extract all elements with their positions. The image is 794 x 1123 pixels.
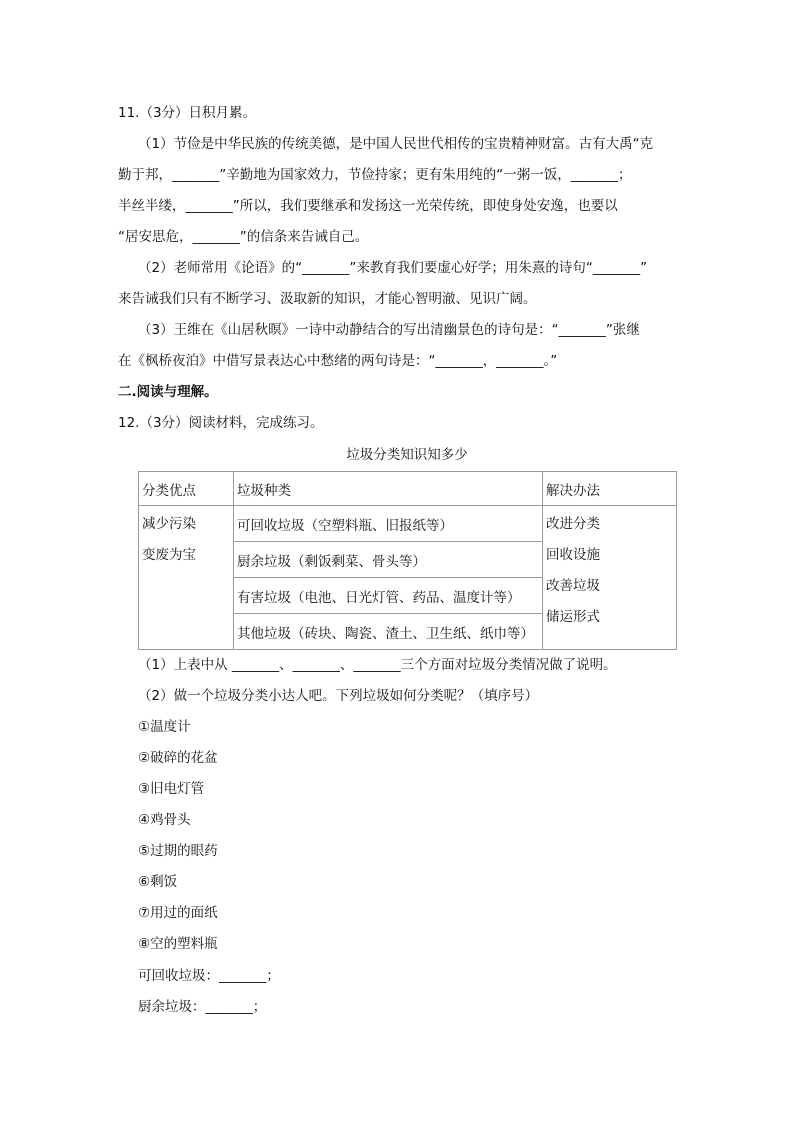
section-heading: 二.阅读与理解。 — [118, 384, 218, 400]
type-cell: 厨余垃圾（剩饭剩菜、骨头等） — [234, 542, 543, 578]
q11-p1-line4: “居安思危，_______”的信条来告诫自己。 — [118, 229, 369, 245]
header-type: 垃圾种类 — [234, 472, 543, 506]
list-item: ③旧电灯管 — [138, 781, 205, 797]
header-advantage: 分类优点 — [139, 472, 234, 506]
solution-cell — [543, 506, 677, 650]
table-row — [139, 506, 677, 542]
list-item: ②破碎的花盆 — [138, 750, 218, 766]
list-item: ⑦用过的面纸 — [138, 905, 218, 921]
q12-title: 12.（3分）阅读材料，完成练习。 — [118, 415, 324, 431]
q11-p1-line2: 勤于邦，_______”辛勤地为国家效力，节俭持家；更有朱用纯的“一粥一饭，_______； — [118, 167, 632, 183]
table-header-row — [139, 472, 677, 506]
q11-p2-line1: （2）老师常用《论语》的“_______”来教育我们要虚心好学；用朱熹的诗句“_______” — [138, 260, 648, 276]
q12-sub1: （1）上表中从 _______、_______、_______三个方面对垃圾分类情况做了说明。 — [138, 657, 617, 673]
solution-item: 储运形式 — [546, 609, 600, 625]
type-cell: 可回收垃圾（空塑料瓶、旧报纸等） — [234, 506, 543, 542]
answer-recyclable: 可回收垃圾：_______； — [138, 968, 280, 984]
q11-p3-line1: （3）王维在《山居秋暝》一诗中动静结合的写出清幽景色的诗句是：“_______”张继 — [138, 322, 640, 338]
q11-p3-line2: 在《枫桥夜泊》中借写景表达心中愁绪的两句诗是：“_______，_______。” — [118, 353, 558, 369]
q12-sub2: （2）做一个垃圾分类小达人吧。下列垃圾如何分类呢？（填序号） — [138, 688, 539, 704]
list-item: ⑤过期的眼药 — [138, 843, 218, 859]
header-solution: 解决办法 — [543, 472, 677, 506]
advantage-cell — [139, 506, 234, 650]
answer-kitchen: 厨余垃圾：_______； — [138, 999, 267, 1015]
type-cell: 有害垃圾（电池、日光灯管、药品、温度计等） — [234, 578, 543, 614]
solution-item: 回收设施 — [546, 547, 600, 563]
advantage-item: 减少污染 — [142, 516, 196, 532]
table-caption: 垃圾分类知识知多少 — [346, 447, 468, 463]
q11-p1-line3: 半丝半缕，_______”所以，我们要继承和发扬这一光荣传统，即使身处安逸，也要以 — [118, 198, 618, 214]
q11-p1-line1: （1）节俭是中华民族的传统美德，是中国人民世代相传的宝贵精神财富。古有大禹“克 — [138, 136, 654, 152]
advantage-item: 变废为宝 — [142, 547, 196, 563]
list-item: ①温度计 — [138, 719, 191, 735]
list-item: ④鸡骨头 — [138, 812, 191, 828]
solution-item: 改善垃圾 — [546, 578, 600, 594]
q11-title: 11.（3分）日积月累。 — [118, 105, 257, 121]
solution-item: 改进分类 — [546, 516, 600, 532]
q11-p2-line2: 来告诫我们只有不断学习、汲取新的知识，才能心智明澈、见识广阔。 — [118, 291, 537, 307]
list-item: ⑥剩饭 — [138, 874, 178, 890]
garbage-table — [138, 471, 677, 650]
type-cell: 其他垃圾（砖块、陶瓷、渣土、卫生纸、纸巾等） — [234, 614, 543, 650]
list-item: ⑧空的塑料瓶 — [138, 936, 218, 952]
